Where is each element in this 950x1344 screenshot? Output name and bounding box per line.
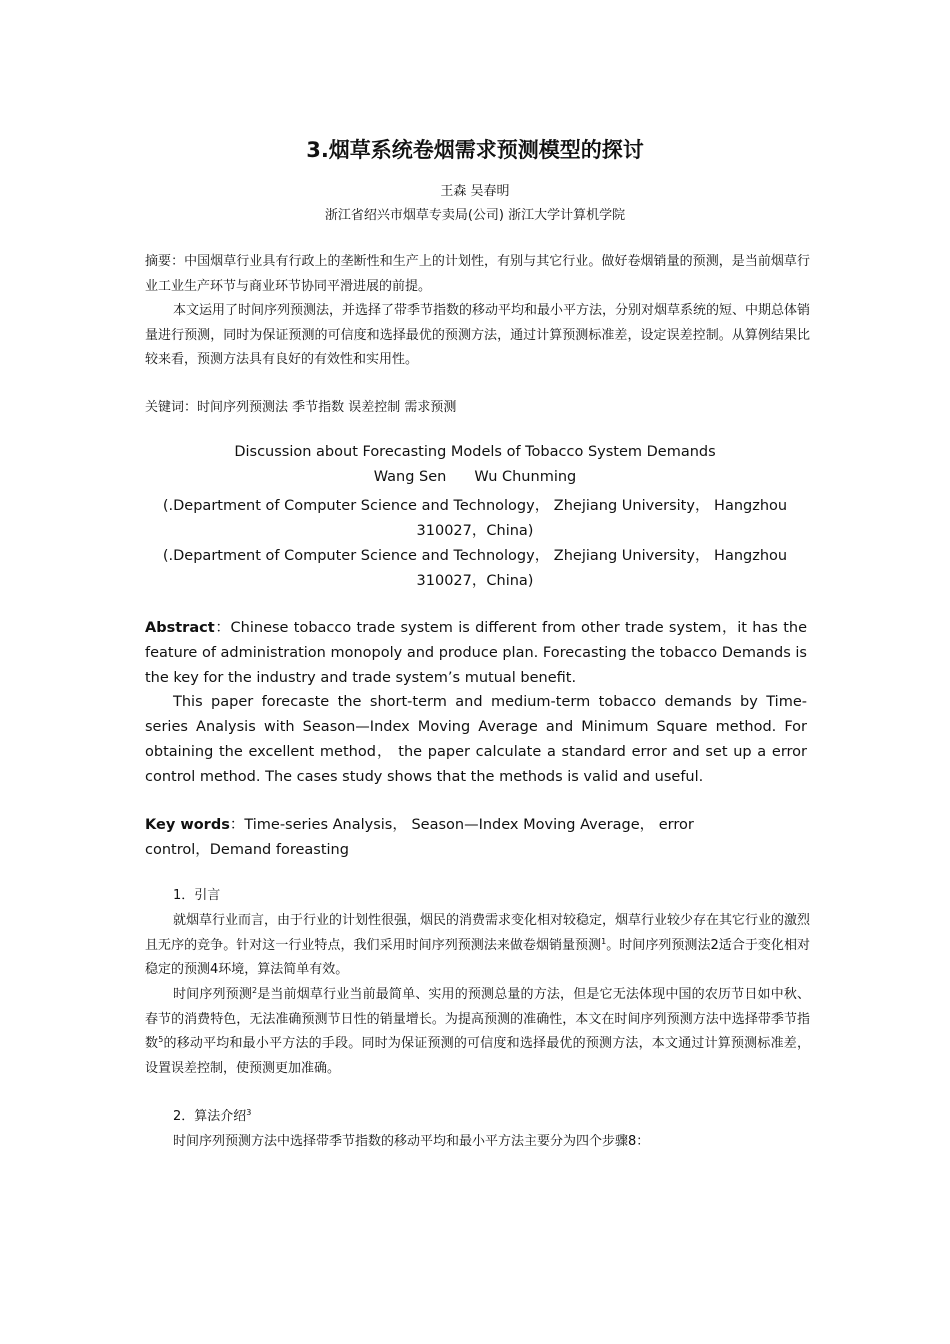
keywords-en-text: Time-series Analysis， Season—Index Moving Average， error control，Demand foreasting <box>145 817 694 858</box>
citation-sup: 3 <box>246 1108 252 1117</box>
citation-sup: 2 <box>252 986 258 995</box>
keywords-en-label: Key words <box>145 817 230 833</box>
citation-sup: 5 <box>158 1035 164 1044</box>
abstract-cn-label: 摘要： <box>145 254 185 269</box>
section-1-p2-text-a: 时间序列预测 <box>173 987 252 1002</box>
en-title: Discussion about Forecasting Models of Tobacco System Demands <box>234 444 716 460</box>
abstract-en-sep: ： <box>214 620 231 636</box>
section-1-p1-text-b: 。时间序列预测法2适合于变化相对稳定的预测4环境，算法简单有效。 <box>145 937 810 977</box>
section-1-p1 <box>145 909 810 983</box>
section-1-heading: 1．引言 <box>173 888 221 903</box>
keywords-en <box>145 813 705 863</box>
section-2-p1: 时间序列预测方法中选择带季节指数的移动平均和最小平方法主要分为四个步骤8： <box>173 1134 650 1149</box>
keywords-en-sep: ： <box>229 817 245 833</box>
en-affiliation-1: (.Department of Computer Science and Technology， Zhejiang University， Hangzhou 310027，China) <box>162 498 788 539</box>
en-author-1: Wang Sen <box>373 469 447 485</box>
abstract-cn-p2: 本文运用了时间序列预测法，并选择了带季节指数的移动平均和最小平方法，分别对烟草系统的短、中期总体销量进行预测，同时为保证预测的可信度和选择最优的预测方法，通过计算预测标准差，设定误差控制。从算例结果比较来看，预测方法具有良好的有效性和实用性。 <box>145 303 811 367</box>
abstract-en-p2: This paper forecaste the short-term and medium-term tobacco demands by Time-series Analysis with Season—Index Moving Average and Minimum Square method. For obtaining the excellent method， the paper calculate a standard error and set up a error control method. The cases study shows that the methods is valid and useful. <box>145 694 807 785</box>
paper-title: 3.烟草系统卷烟需求预测模型的探讨 <box>306 138 644 162</box>
affiliation-cn: 浙江省绍兴市烟草专卖局(公司) 浙江大学计算机学院 <box>324 208 626 223</box>
abstract-en-label: Abstract <box>145 620 215 636</box>
keywords-cn: 关键词：时间序列预测法 季节指数 误差控制 需求预测 <box>145 400 457 415</box>
authors-cn: 王森 吴春明 <box>440 184 510 199</box>
abstract-cn-p1 <box>145 250 810 299</box>
citation-sup: 1 <box>601 936 607 946</box>
abstract-en-p1 <box>145 616 807 691</box>
section-1-p2-text-b: 是当前烟草行业当前最简单、实用的预测总量的方法，但是它无法体现中国的农历节日如中秋、春节的消费特色，无法准确预测节日性的销量增长。为提高预测的准确性，本文在时间序列预测方法中选择带季节指数 <box>145 987 810 1051</box>
abstract-en-text-1: Chinese tobacco trade system is different from other trade system，it has the feature of administration monopoly and produce plan. Forecasting the tobacco Demands is the key for the industry and trade system’s mutual benefit. <box>145 620 807 686</box>
en-authors <box>0 469 950 485</box>
section-1-p1-text-a: 就烟草行业而言，由于行业的计划性很强，烟民的消费需求变化相对较稳定，烟草行业较少存在其它行业的激烈且无序的竞争。针对这一行业特点，我们采用时间序列预测法来做卷烟销量预测 <box>145 913 811 953</box>
en-affiliation-2: (.Department of Computer Science and Technology， Zhejiang University， Hangzhou 310027，China) <box>162 548 788 589</box>
abstract-cn-text-1: 中国烟草行业具有行政上的垄断性和生产上的计划性，有别与其它行业。做好卷烟销量的预测，是当前烟草行业工业生产环节与商业环节协同平滑进展的前提。 <box>145 254 810 294</box>
en-author-2: Wu Chunming <box>474 469 577 485</box>
section-2-heading-text: 2．算法介绍 <box>173 1109 247 1124</box>
section-1-p2 <box>145 983 810 1081</box>
section-1-p2-text-c: 的移动平均和最小平方法的手段。同时为保证预测的可信度和选择最优的预测方法，本文通过计算预测标准差，设置误差控制，使预测更加准确。 <box>145 1036 810 1076</box>
section-2-heading <box>145 1105 810 1130</box>
